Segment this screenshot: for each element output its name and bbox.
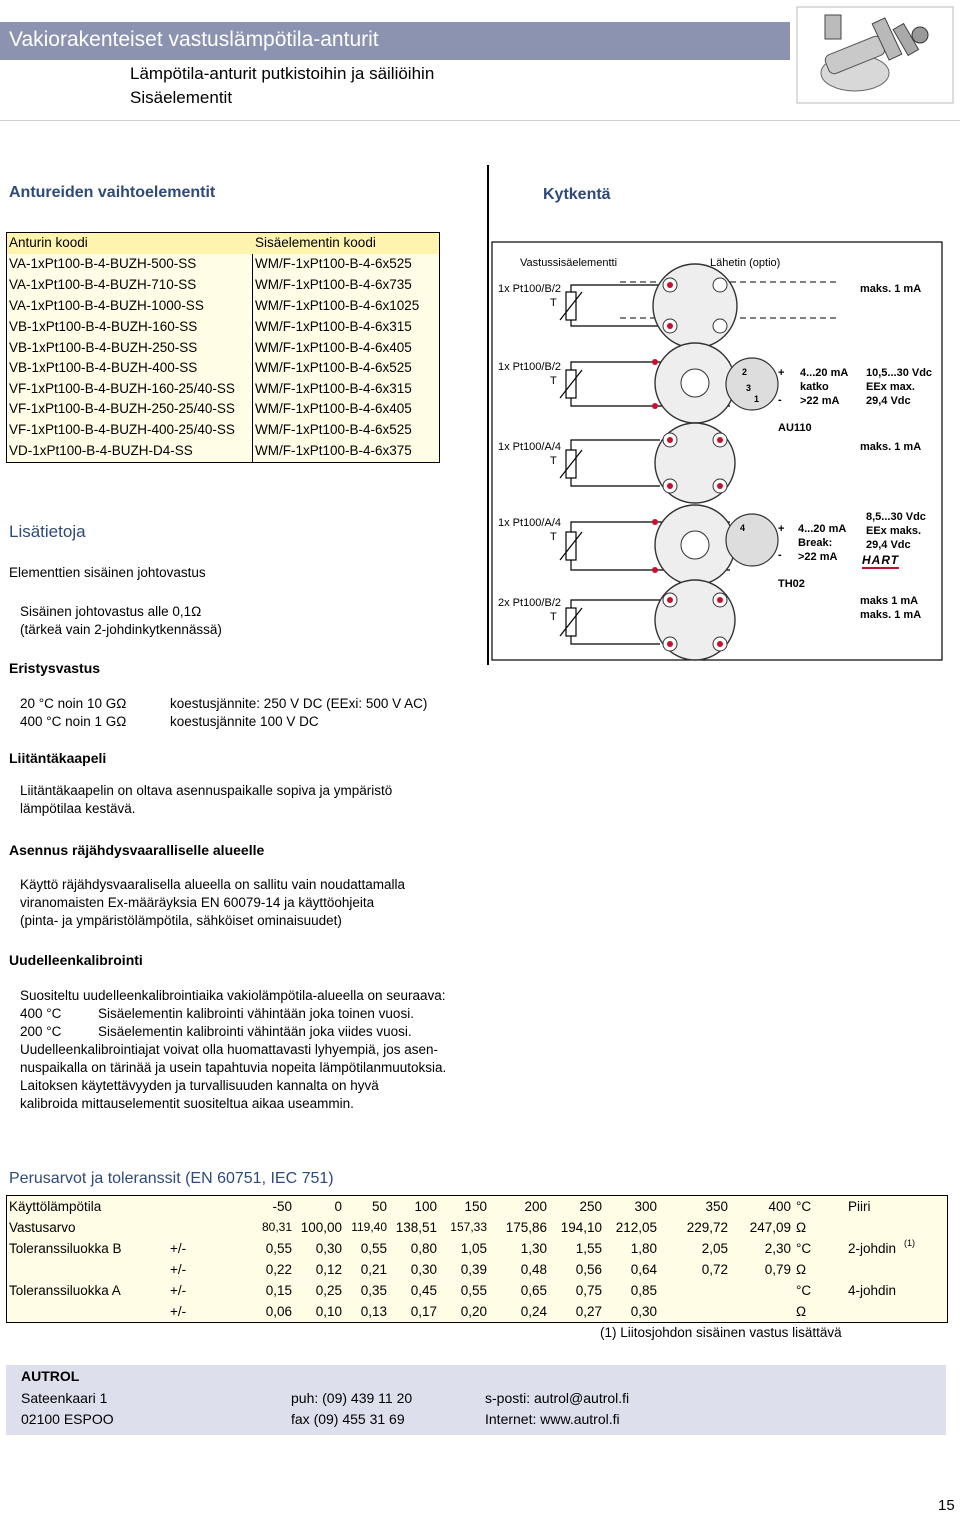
company-email[interactable]: s-posti: autrol@autrol.fi: [485, 1390, 630, 1406]
tolerance-cell: 0,35: [360, 1283, 387, 1298]
table-row: [7, 358, 439, 379]
au-voltage-1: 10,5...30 Vdc: [866, 367, 933, 379]
section-title-kytkenta: Kytkentä: [543, 186, 611, 203]
pin-plus: +: [778, 367, 785, 379]
max-label-2: maks. 1 mA: [860, 441, 922, 453]
au-output-3: >22 mA: [800, 395, 840, 407]
sisaelementin-koodi: WM/F-1xPt100-B-4-6x375: [255, 443, 412, 458]
anturin-koodi: VF-1xPt100-B-4-BUZH-160-25/40-SS: [9, 381, 235, 396]
anturin-koodi: VD-1xPt100-B-4-BUZH-D4-SS: [9, 443, 193, 458]
tolerance-cell: 0,65: [520, 1283, 547, 1298]
page-subtitle-2: Sisäelementit: [130, 88, 233, 107]
asennus-text-1: Käyttö räjähdysvaaralisella alueella on sallitu vain noudattamalla: [20, 877, 405, 892]
table-row: [7, 275, 439, 296]
pin-4: 4: [740, 523, 746, 533]
tolerance-cell: 0,48: [520, 1262, 547, 1277]
tolerance-cell: 0,45: [410, 1283, 437, 1298]
heading-liitantakaapeli: Liitäntäkaapeli: [9, 750, 107, 766]
anturin-koodi: VB-1xPt100-B-4-BUZH-160-SS: [9, 319, 198, 334]
temp-cell: 50: [371, 1199, 387, 1214]
pin-minus: -: [778, 549, 782, 561]
table-row: [7, 379, 439, 400]
row-label-vastusarvo: Vastusarvo: [9, 1220, 76, 1235]
table-row: [7, 1238, 947, 1259]
t-label: T: [550, 531, 557, 543]
company-fax: fax (09) 455 31 69: [291, 1411, 405, 1427]
t-label: T: [550, 375, 557, 387]
sensor-label-5: 2x Pt100/B/2: [498, 597, 561, 609]
anturin-koodi: VB-1xPt100-B-4-BUZH-400-SS: [9, 360, 198, 375]
tolerance-cell: 0,15: [265, 1283, 292, 1298]
tolerance-cell: 0,22: [265, 1262, 292, 1277]
tolerance-cell: 0,55: [265, 1241, 292, 1256]
temp-cell: 350: [705, 1199, 728, 1214]
anturin-koodi: VA-1xPt100-B-4-BUZH-710-SS: [9, 277, 197, 292]
table-row: [7, 1217, 947, 1238]
section-title-perusarvot: Perusarvot ja toleranssit (EN 60751, IEC 751): [9, 1170, 334, 1187]
pin-plus: +: [778, 523, 785, 535]
table-row: [7, 420, 439, 441]
tolerance-cell: 0,25: [315, 1283, 342, 1298]
anturin-koodi: VA-1xPt100-B-4-BUZH-500-SS: [9, 256, 197, 271]
company-footer: [6, 1365, 946, 1435]
temp-cell: 200: [524, 1199, 547, 1214]
tolerance-cell: 0,13: [360, 1304, 387, 1319]
tolerance-cell: 0,55: [360, 1241, 387, 1256]
unit-ohm: Ω: [796, 1220, 807, 1235]
t-label: T: [550, 611, 557, 623]
company-phone: puh: (09) 439 11 20: [291, 1390, 413, 1406]
res-cell: 138,51: [395, 1220, 437, 1235]
heading-uudelleenkalibrointi: Uudelleenkalibrointi: [9, 952, 143, 968]
tolerance-cell: 0,72: [701, 1262, 728, 1277]
tolerance-cell: 0,06: [265, 1304, 292, 1319]
wiring-diagram: [490, 240, 950, 665]
tolerance-cell: 0,27: [575, 1304, 602, 1319]
sisaelementin-koodi: WM/F-1xPt100-B-4-6x315: [255, 381, 412, 396]
page-subtitle: Lämpötila-anturit putkistoihin ja säiliöihin: [130, 64, 435, 83]
table-row: [7, 1280, 947, 1301]
anturin-koodi: VB-1xPt100-B-4-BUZH-250-SS: [9, 340, 198, 355]
eristys-temp-1: 20 °C noin 10 GΩ: [20, 696, 127, 711]
eristys-voltage-2: koestusjännite 100 V DC: [170, 714, 319, 729]
th-voltage-3: 29,4 Vdc: [866, 539, 911, 551]
res-cell: 212,05: [615, 1220, 657, 1235]
temp-cell: 300: [634, 1199, 657, 1214]
tolerance-cell: 0,55: [460, 1283, 487, 1298]
unit-celsius: °C: [796, 1241, 812, 1256]
unit-ohm: Ω: [796, 1262, 807, 1277]
header-divider: [0, 120, 960, 121]
plus-minus: +/-: [170, 1262, 187, 1277]
tolerance-cell: 0,24: [520, 1304, 547, 1319]
plus-minus: +/-: [170, 1304, 187, 1319]
max-label-3: maks 1 mA: [860, 595, 919, 607]
tolerance-cell: 0,12: [315, 1262, 342, 1277]
pin-minus: -: [778, 394, 782, 406]
t-label: T: [550, 455, 557, 467]
t-label: T: [550, 297, 557, 309]
table-row: [7, 1196, 947, 1217]
sisaelementin-koodi: WM/F-1xPt100-B-4-6x405: [255, 401, 412, 416]
au-output-1: 4...20 mA: [800, 367, 849, 379]
tolerance-cell: 0,85: [630, 1283, 657, 1298]
vertical-divider: [487, 165, 489, 665]
kalibrointi-text-4: Laitoksen käytettävyyden ja turvallisuuden kannalta on hyvä: [20, 1078, 379, 1093]
note-piiri: Piiri: [848, 1199, 871, 1214]
tolerance-cell: 0,20: [460, 1304, 487, 1319]
au-voltage-3: 29,4 Vdc: [866, 395, 911, 407]
temp-cell: 150: [464, 1199, 487, 1214]
asennus-text-2: viranomaisten Ex-määräyksia EN 60079-14 ja käyttöohjeita: [20, 895, 375, 910]
asennus-text-3: (pinta- ja ympäristölämpötila, sähköiset ominaisuudet): [20, 913, 342, 928]
tolerance-cell: 1,30: [520, 1241, 547, 1256]
tolerance-cell: 0,17: [410, 1304, 437, 1319]
company-address-2: 02100 ESPOO: [21, 1411, 114, 1427]
kalibrointi-temp-400: 400 °C: [20, 1006, 62, 1021]
plus-minus: +/-: [170, 1241, 187, 1256]
tolerance-cell: 1,80: [630, 1241, 657, 1256]
note-4-johdin: 4-johdin: [848, 1283, 897, 1298]
company-name: AUTROL: [21, 1368, 80, 1384]
liitantakaapeli-text-2: lämpötilaa kestävä.: [20, 801, 136, 816]
max-label-4: maks. 1 mA: [860, 609, 922, 621]
row-label-toleranssiluokka-a: Toleranssiluokka A: [9, 1283, 121, 1298]
pin-2: 2: [742, 367, 748, 377]
tolerance-cell: 0,30: [630, 1304, 657, 1319]
table-header-row: [7, 233, 439, 254]
sisaelementin-koodi: WM/F-1xPt100-B-4-6x525: [255, 360, 412, 375]
res-cell: 80,31: [261, 1220, 292, 1234]
temp-cell: 100: [414, 1199, 437, 1214]
hart-logo: HART: [862, 553, 900, 567]
table-row: [7, 254, 439, 275]
heading-asennus: Asennus räjähdysvaaralliselle alueelle: [9, 842, 265, 858]
eristys-voltage-1: koestusjännite: 250 V DC (EExi: 500 V AC): [170, 696, 428, 711]
row-label-kayttolampotila: Käyttölämpötila: [9, 1199, 102, 1214]
col-label-lahetin: Lähetin (optio): [710, 257, 781, 269]
kalibrointi-text-1: Suositeltu uudelleenkalibrointiaika vakiolämpötila-alueella on seuraava:: [20, 988, 446, 1003]
anturin-koodi: VF-1xPt100-B-4-BUZH-250-25/40-SS: [9, 401, 235, 416]
temp-cell: -50: [272, 1199, 292, 1214]
kalibrointi-text-400: Sisäelementin kalibrointi vähintään joka toinen vuosi.: [98, 1006, 414, 1021]
table-row: [7, 296, 439, 317]
sisaelementin-koodi: WM/F-1xPt100-B-4-6x735: [255, 277, 412, 292]
eristys-temp-2: 400 °C noin 1 GΩ: [20, 714, 127, 729]
sensor-label-2: 1x Pt100/B/2: [498, 361, 561, 373]
kalibrointi-text-200: Sisäelementin kalibrointi vähintään joka viides vuosi.: [98, 1024, 412, 1039]
liitantakaapeli-text-1: Liitäntäkaapelin on oltava asennuspaikalle sopiva ja ympäristö: [20, 783, 393, 798]
tolerance-cell: 2,30: [764, 1241, 791, 1256]
res-cell: 194,10: [560, 1220, 602, 1235]
res-cell: 229,72: [686, 1220, 728, 1235]
sisaelementin-koodi: WM/F-1xPt100-B-4-6x525: [255, 256, 412, 271]
res-cell: 175,86: [505, 1220, 547, 1235]
heading-eristysvastus: Eristysvastus: [9, 660, 101, 676]
heading-johtovastus: Elementtien sisäinen johtovastus: [9, 565, 206, 580]
pin-3: 3: [746, 383, 752, 393]
table-row: [7, 441, 439, 462]
sensor-label-3: 1x Pt100/A/4: [498, 441, 561, 453]
sisaelementin-koodi: WM/F-1xPt100-B-4-6x405: [255, 340, 412, 355]
table-row: [7, 1301, 947, 1322]
tolerance-cell: 1,05: [460, 1241, 487, 1256]
plus-minus: +/-: [170, 1283, 187, 1298]
th-output-3: >22 mA: [798, 551, 838, 563]
au-output-2: katko: [800, 381, 829, 393]
page-title: Vakiorakenteiset vastuslämpötila-anturit: [9, 28, 379, 51]
res-cell: 100,00: [300, 1220, 342, 1235]
pin-1: 1: [754, 394, 760, 404]
footnote-ref: (1): [904, 1238, 915, 1248]
table-row: [7, 338, 439, 359]
au-voltage-2: EEx max.: [866, 381, 915, 393]
table-footnote: (1) Liitosjohdon sisäinen vastus lisättävä: [600, 1325, 842, 1340]
table-row: [7, 399, 439, 420]
table-header-sisaelementin-koodi: Sisäelementin koodi: [255, 235, 376, 250]
tolerance-cell: 0,79: [764, 1262, 791, 1277]
transmitter-au110: AU110: [778, 422, 812, 434]
tolerance-cell: 0,80: [410, 1241, 437, 1256]
res-cell: 157,33: [450, 1220, 487, 1234]
temp-cell: 250: [579, 1199, 602, 1214]
company-website[interactable]: Internet: www.autrol.fi: [485, 1411, 620, 1427]
transmitter-th02: TH02: [778, 578, 805, 590]
codes-table: [6, 232, 440, 463]
sensor-label-4: 1x Pt100/A/4: [498, 517, 561, 529]
sisaelementin-koodi: WM/F-1xPt100-B-4-6x315: [255, 319, 412, 334]
max-label-1: maks. 1 mA: [860, 283, 922, 295]
section-title-vaihtoelementit: Antureiden vaihtoelementit: [9, 184, 216, 201]
tolerance-cell: 0,56: [575, 1262, 602, 1277]
note-2-johdin: 2-johdin: [848, 1241, 897, 1256]
sensor-product-image: [795, 5, 955, 105]
kalibrointi-text-3: nuspaikalla on tärinää ja usein tapahtuvia nopeita lämpötilanmuutoksia.: [20, 1060, 447, 1075]
table-header-anturin-koodi: Anturin koodi: [9, 235, 88, 250]
unit-celsius: °C: [796, 1199, 812, 1214]
sisaelementin-koodi: WM/F-1xPt100-B-4-6x1025: [255, 298, 420, 313]
tolerance-cell: 0,64: [630, 1262, 657, 1277]
kalibrointi-text-2: Uudelleenkalibrointiajat voivat olla huomattavasti lyhyempiä, jos asen-: [20, 1042, 438, 1057]
tolerance-cell: 0,30: [315, 1241, 342, 1256]
temp-cell: 400: [768, 1199, 791, 1214]
th-output-1: 4...20 mA: [798, 523, 847, 535]
tolerance-cell: 0,39: [460, 1262, 487, 1277]
tolerance-cell: 0,75: [575, 1283, 602, 1298]
tolerance-cell: 0,21: [360, 1262, 387, 1277]
temp-cell: 0: [334, 1199, 342, 1214]
tolerance-cell: 0,10: [315, 1304, 342, 1319]
kalibrointi-temp-200: 200 °C: [20, 1024, 62, 1039]
sisaelementin-koodi: WM/F-1xPt100-B-4-6x525: [255, 422, 412, 437]
anturin-koodi: VF-1xPt100-B-4-BUZH-400-25/40-SS: [9, 422, 235, 437]
table-row: [7, 317, 439, 338]
unit-celsius: °C: [796, 1283, 812, 1298]
tolerance-table: [6, 1195, 948, 1323]
johtovastus-text-2: (tärkeä vain 2-johdinkytkennässä): [20, 622, 222, 637]
th-output-2: Break:: [798, 537, 833, 549]
th-voltage-1: 8,5...30 Vdc: [866, 511, 926, 523]
page-number: 15: [938, 1497, 955, 1514]
table-row: [7, 1259, 947, 1280]
th-voltage-2: EEx maks.: [866, 525, 922, 537]
res-cell: 247,09: [749, 1220, 791, 1235]
kalibrointi-text-5: kalibroida mittauselementit suositeltua aikaa useammin.: [20, 1096, 354, 1111]
sensor-label-1: 1x Pt100/B/2: [498, 283, 561, 295]
company-address-1: Sateenkaari 1: [21, 1390, 108, 1406]
tolerance-cell: 0,30: [410, 1262, 437, 1277]
res-cell: 119,40: [351, 1220, 387, 1234]
col-label-vastussisaelementti: Vastussisäelementti: [520, 257, 618, 269]
row-label-toleranssiluokka-b: Toleranssiluokka B: [9, 1241, 122, 1256]
anturin-koodi: VA-1xPt100-B-4-BUZH-1000-SS: [9, 298, 204, 313]
tolerance-cell: 2,05: [701, 1241, 728, 1256]
section-title-lisatietoja: Lisätietoja: [9, 522, 86, 541]
tolerance-cell: 1,55: [575, 1241, 602, 1256]
unit-ohm: Ω: [796, 1304, 807, 1319]
johtovastus-text-1: Sisäinen johtovastus alle 0,1Ω: [20, 604, 202, 619]
